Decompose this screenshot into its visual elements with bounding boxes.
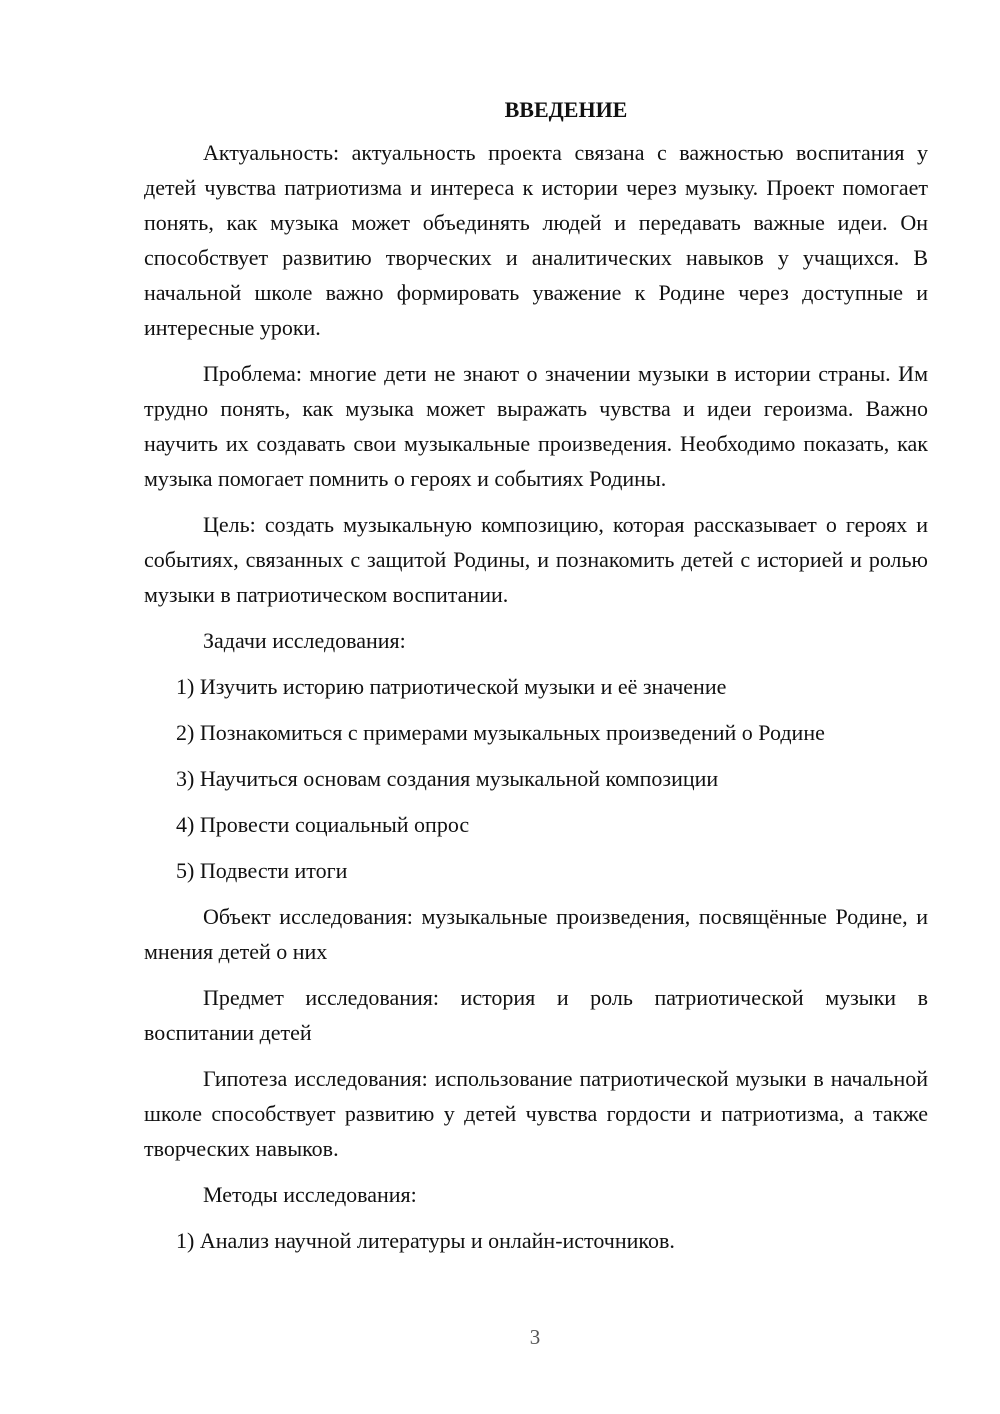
problem-paragraph: Проблема: многие дети не знают о значении музыки в истории страны. Им трудно понять, как музыка может выражать чувства и идеи героизма. Важно научить их создавать свои музыкальные произведения. Необходимо показать, как музыка помогает помнить о героях и событиях Родины. <box>144 361 928 491</box>
list-item: 1) Анализ научной литературы и онлайн-источников. <box>176 1228 675 1253</box>
object-paragraph: Объект исследования: музыкальные произведения, посвящённые Родине, и мнения детей о них <box>144 904 928 964</box>
list-item: 5) Подвести итоги <box>176 858 348 883</box>
tasks-list <box>144 669 928 888</box>
list-item: 2) Познакомиться с примерами музыкальных произведений о Родине <box>176 720 825 745</box>
methods-list <box>144 1223 928 1258</box>
section-title: ВВЕДЕНИЕ <box>504 97 628 122</box>
list-item: 4) Провести социальный опрос <box>176 812 470 837</box>
goal-paragraph: Цель: создать музыкальную композицию, которая рассказывает о героях и событиях, связанных с защитой Родины, и познакомить детей с историей и ролью музыки в патриотическом воспитании. <box>144 512 928 607</box>
document-page <box>144 92 928 1269</box>
relevance-paragraph: Актуальность: актуальность проекта связана с важностью воспитания у детей чувства патриотизма и интереса к истории через музыку. Проект помогает понять, как музыка может объединять людей и передавать важные идеи. Он способствует развитию творческих и аналитических навыков у учащихся. В начальной школе важно формировать уважение к Родине через доступные и интересные уроки. <box>144 140 928 340</box>
list-item: 1) Изучить историю патриотической музыки и её значение <box>176 674 727 699</box>
subject-paragraph: Предмет исследования: история и роль патриотической музыки в воспитании детей <box>144 985 928 1045</box>
methods-heading: Методы исследования: <box>203 1182 417 1207</box>
page-number: 3 <box>529 1325 541 1349</box>
list-item: 3) Научиться основам создания музыкальной композиции <box>176 766 719 791</box>
tasks-heading: Задачи исследования: <box>203 628 406 653</box>
hypothesis-paragraph: Гипотеза исследования: использование патриотической музыки в начальной школе способствует развитию у детей чувства гордости и патриотизма, а также творческих навыков. <box>144 1066 928 1161</box>
